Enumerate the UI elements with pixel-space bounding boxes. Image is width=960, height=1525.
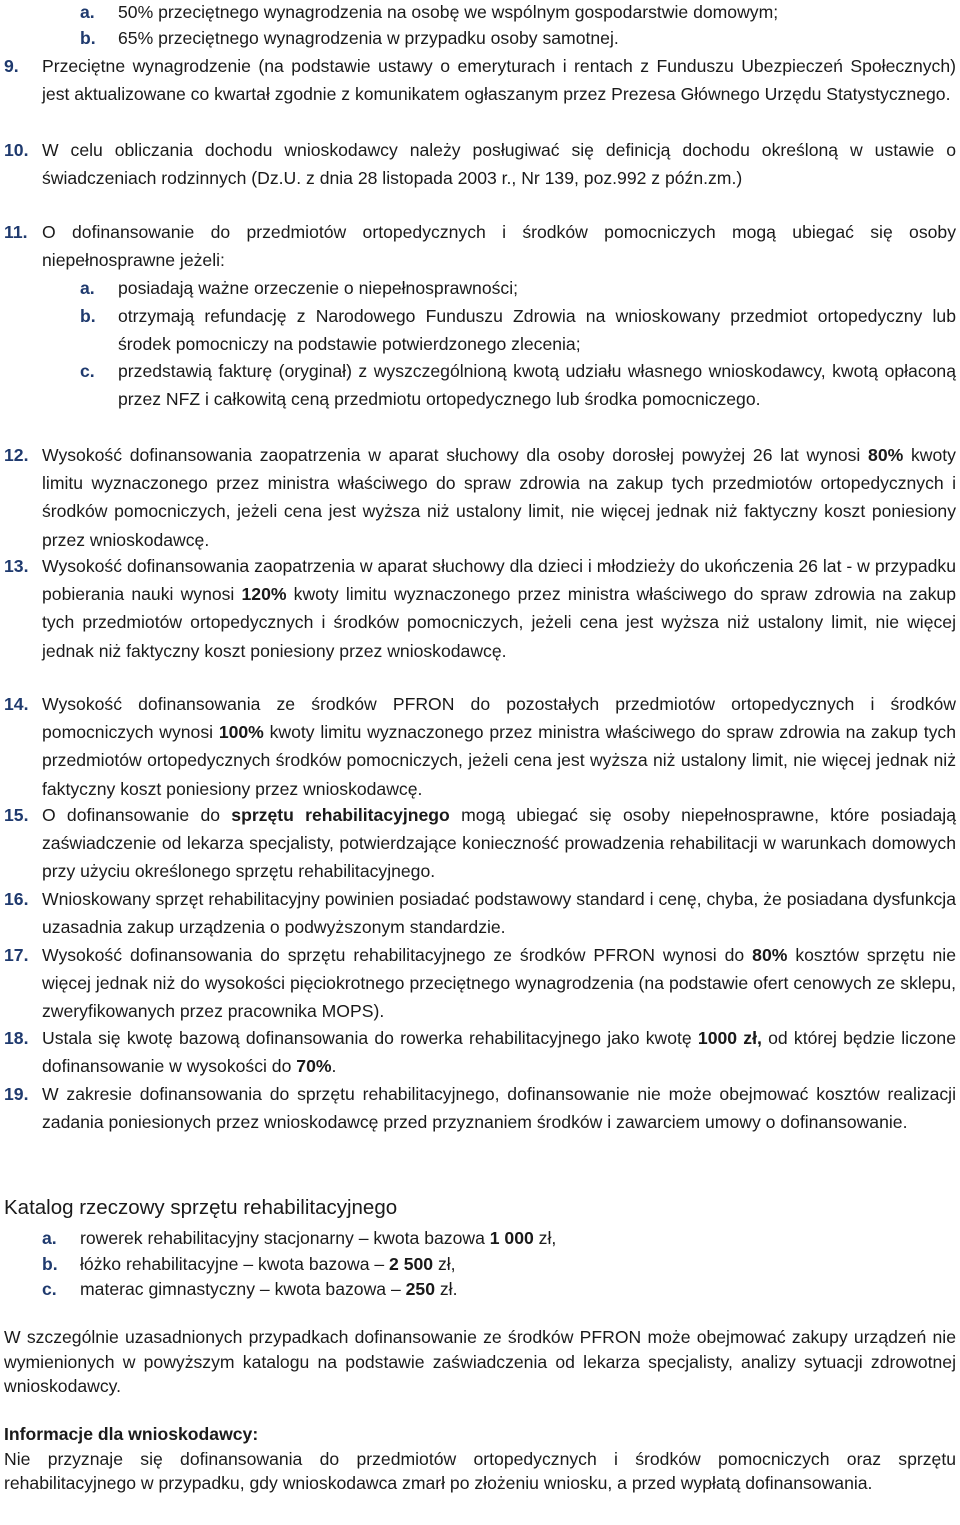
item-text: O dofinansowanie do przedmiotów ortopedycznych i środków pomocniczych mogą ubiegać się osoby niepełnosprawne jeżeli: [42, 222, 956, 271]
list-label: b. [80, 306, 96, 326]
list-text: przedstawią fakturę (oryginał) z wyszczególnioną kwotą udziału własnego wnioskodawcy, kwotą opłaconą przez NFZ i całkowitą ceną przedmiotu ortopedycznego lub środka pomocniczego. [118, 361, 956, 410]
sub-list-item [80, 357, 956, 413]
item-number: 17. [4, 945, 29, 965]
item-number: 18. [4, 1028, 29, 1048]
list-item-13 [4, 552, 956, 665]
item-text: O dofinansowanie do sprzętu rehabilitacyjnego mogą ubiegać się osoby niepełnosprawne, które posiadają zaświadczenie od lekarza specjalisty, potwierdzające konieczność prowadzenia rehabilitacji w warunkach domowych przy użyciu określonego sprzętu rehabilitacyjnego. [42, 805, 956, 882]
sub-list-item [80, 302, 956, 358]
list-label: a. [42, 1228, 57, 1248]
item-text: Wysokość dofinansowania zaopatrzenia w aparat słuchowy dla osoby dorosłej powyżej 26 lat wynosi 80% kwoty limitu wyznaczonego przez ministra właściwego do spraw zdrowia na zakup tych przedmiotów ortopedycznych i środków pomocniczych, jeżeli cena jest wyższa niż ustalony limit, nie więcej jednak niż faktyczny koszt poniesiony przez wnioskodawcę. [42, 445, 956, 550]
list-item-11 [4, 218, 956, 274]
list-item-19 [4, 1080, 956, 1136]
info-section [4, 1422, 956, 1496]
list-text: 50% przeciętnego wynagrodzenia na osobę we wspólnym gospodarstwie domowym; [118, 2, 779, 22]
list-item-18 [4, 1024, 956, 1080]
item-number: 13. [4, 556, 29, 576]
catalog-item: c. materac gimnastyczny – kwota bazowa – 250 zł. [80, 1275, 956, 1303]
item-text: Ustala się kwotę bazową dofinansowania do rowerka rehabilitacyjnego jako kwotę 1000 zł, od której będzie liczone dofinansowanie w wysokości do 70%. [42, 1028, 956, 1077]
list-item [80, 24, 956, 52]
bold-value: 1 000 [489, 1228, 534, 1248]
item-text: Wysokość dofinansowania zaopatrzenia w aparat słuchowy dla dzieci i młodzieży do ukończenia 26 lat - w przypadku pobierania nauki wynosi 120% kwoty limitu wyznaczonego przez ministra właściwego do spraw zdrowia na zakup tych przedmiotów ortopedycznych i środków pomocniczych, jeżeli cena jest wyższa niż ustalony limit, nie więcej jednak niż faktyczny koszt poniesiony przez wnioskodawcę. [42, 556, 956, 661]
bold-value: 120% [241, 584, 287, 605]
item-number: 14. [4, 694, 29, 714]
info-title: Informacje dla wnioskodawcy: [4, 1424, 259, 1444]
item-number: 16. [4, 889, 29, 909]
list-item-10 [4, 136, 956, 192]
bold-value: 2 500 [389, 1254, 434, 1274]
item-text: Przeciętne wynagrodzenie (na podstawie ustawy o emeryturach i rentach z Funduszu Ubezpieczeń Społecznych) jest aktualizowane co kwartał zgodnie z komunikatem ogłaszanym przez Prezesa Głównego Urzędu Statystycznego. [42, 56, 956, 105]
item-text: Wnioskowany sprzęt rehabilitacyjny powinien posiadać podstawowy standard i cenę, chyba, że posiadana dysfunkcja uzasadnia zakup urządzenia o podwyższonym standardzie. [42, 889, 956, 938]
bold-value: 70% [296, 1056, 332, 1077]
catalog-item: b. łóżko rehabilitacyjne – kwota bazowa – 2 500 zł, [80, 1250, 956, 1278]
item-number: 10. [4, 140, 29, 160]
list-label: b. [80, 28, 96, 48]
list-label: c. [80, 361, 95, 381]
item-number: 15. [4, 805, 29, 825]
bold-value: 250 [405, 1279, 435, 1299]
info-text: Nie przyznaje się dofinansowania do przedmiotów ortopedycznych i środków pomocniczych oraz sprzętu rehabilitacyjnego w przypadku, gdy wnioskodawca zmarł po złożeniu wniosku, a przed wypłatą dofinansowania. [4, 1448, 956, 1494]
list-item-14 [4, 690, 956, 803]
list-text: posiadają ważne orzeczenie o niepełnosprawności; [118, 278, 519, 298]
item-text: W celu obliczania dochodu wnioskodawcy należy posługiwać się definicją dochodu określoną w ustawie o świadczeniach rodzinnych (Dz.U. z dnia 28 listopada 2003 r., Nr 139, poz.992 z późn.zm.) [42, 140, 956, 189]
list-item-17 [4, 941, 956, 1026]
list-text: 65% przeciętnego wynagrodzenia w przypadku osoby samotnej. [118, 28, 619, 48]
item-number: 12. [4, 445, 29, 465]
item-number: 11. [4, 222, 28, 242]
catalog-heading: Katalog rzeczowy sprzętu rehabilitacyjnego [4, 1196, 398, 1219]
bold-value: 100% [218, 722, 264, 743]
list-item [80, 0, 956, 26]
item-text: Wysokość dofinansowania ze środków PFRON do pozostałych przedmiotów ortopedycznych i środków pomocniczych wynosi 100% kwoty limitu wyznaczonego przez ministra właściwego do spraw zdrowia na zakup tych przedmiotów ortopedycznych środków pomocniczych, jeżeli cena jest wyższa niż ustalony limit, nie więcej jednak niż faktyczny koszt poniesiony przez wnioskodawcę. [42, 694, 956, 799]
list-text: otrzymają refundację z Narodowego Funduszu Zdrowia na wnioskowany przedmiot ortopedyczny lub środek pomocniczy na podstawie potwierdzonego zlecenia; [118, 306, 956, 355]
bold-value: sprzętu rehabilitacyjnego [231, 805, 450, 825]
list-label: a. [80, 278, 95, 298]
item-text: Wysokość dofinansowania do sprzętu rehabilitacyjnego ze środków PFRON wynosi do 80% kosztów sprzętu nie więcej jednak niż do wysokości pięciokrotnego przeciętnego wynagrodzenia (na podstawie ofert cenowych ze sklepu, zweryfikowanych przez pracownika MOPS). [42, 945, 956, 1022]
list-item-9 [4, 52, 956, 108]
bold-value: 1000 zł, [697, 1028, 762, 1048]
list-item-16 [4, 885, 956, 941]
catalog-item: a. rowerek rehabilitacyjny stacjonarny – kwota bazowa 1 000 zł, [80, 1224, 956, 1252]
list-item-12 [4, 441, 956, 554]
item-number: 9. [4, 56, 19, 76]
bold-value: 80% [868, 445, 904, 465]
note-paragraph: W szczególnie uzasadnionych przypadkach dofinansowanie ze środków PFRON może obejmować zakupy urządzeń nie wymienionych w powyższym katalogu na podstawie zaświadczenia od lekarza specjalisty, analizy sytuacji zdrowotnej wnioskodawcy. [4, 1327, 956, 1397]
sub-list-item [80, 274, 956, 302]
list-label: c. [42, 1279, 57, 1299]
list-label: b. [42, 1254, 58, 1274]
bold-value: 80% [752, 945, 788, 965]
list-item-15 [4, 801, 956, 886]
item-number: 19. [4, 1084, 29, 1104]
list-label: a. [80, 2, 95, 22]
item-text: W zakresie dofinansowania do sprzętu rehabilitacyjnego, dofinansowanie nie może obejmować kosztów realizacji zadania poniesionych przez wnioskodawcę przed przyznaniem środków i zawarciem umowy o dofinansowanie. [42, 1084, 956, 1133]
